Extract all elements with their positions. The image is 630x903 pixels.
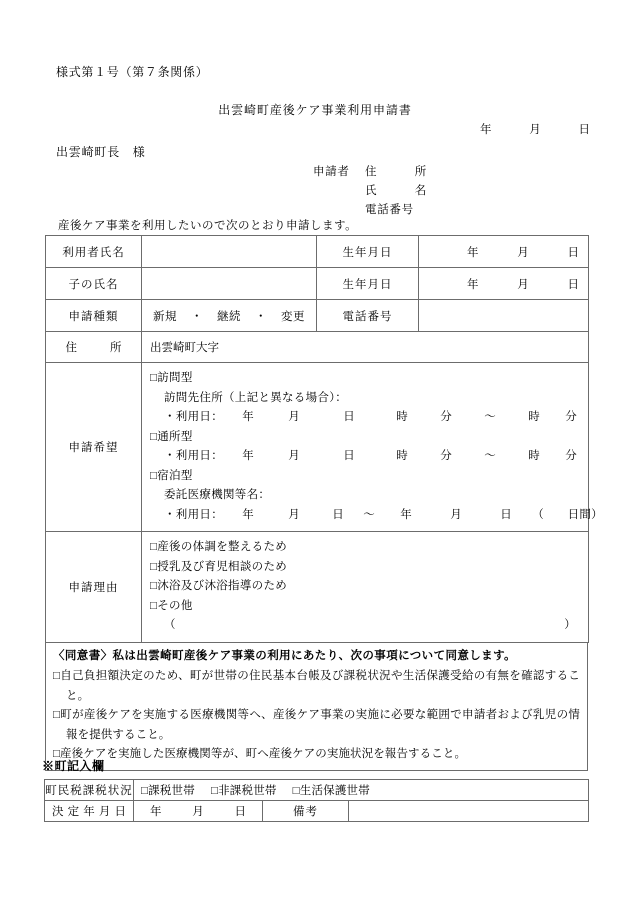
submission-year-label: 年	[480, 124, 492, 136]
consent-item-info-sharing[interactable]: □町が産後ケアを実施する医療機関等へ、産後ケア事業の実施に必要な範囲で申請者および乳児の情報を提供すること。	[53, 709, 580, 741]
kind-separator-1: ・	[191, 310, 203, 323]
kind-separator-2: ・	[255, 310, 267, 323]
submission-month-label: 月	[529, 124, 541, 136]
decision-month: 月	[192, 806, 204, 818]
wish-visiting-date-fields[interactable]	[226, 408, 586, 428]
user-birth-year: 年	[467, 246, 479, 259]
decision-day: 日	[234, 806, 246, 818]
consent-item-report[interactable]: □産後ケアを実施した医療機関等が、町へ産後ケアの実施状況を報告すること。	[53, 748, 467, 760]
reason-label: 申請理由	[46, 532, 142, 643]
addressee: 出雲崎町長 様	[56, 145, 146, 159]
user-birth-day: 日	[567, 246, 579, 259]
table-row-address	[46, 332, 589, 363]
office-use-label: ※町記入欄	[42, 759, 105, 773]
consent-item-tax-check[interactable]: □自己負担額決定のため、町が世帯の住民基本台帳及び課税状況や生活保護受給の有無を確認すること。	[53, 670, 580, 702]
decision-date-ymd	[150, 803, 246, 819]
daycare-hour-start: 時	[396, 450, 409, 462]
user-birth-month: 月	[517, 246, 529, 259]
kind-option-change[interactable]: 変更	[281, 310, 305, 323]
office-row-tax-status	[45, 780, 589, 801]
visiting-day: 日	[343, 411, 356, 423]
user-name-label: 利用者氏名	[46, 236, 142, 268]
reason-option-nursing[interactable]: □授乳及び育児相談のため	[150, 560, 288, 573]
wish-stay-title[interactable]: □宿泊型	[150, 469, 193, 482]
remarks-value[interactable]	[349, 801, 589, 822]
stay-nights-count: （ 日間）	[532, 508, 603, 521]
decision-date-label: 決 定 年 月 日	[45, 801, 134, 822]
wish-stay-date-label: ・利用日：	[164, 508, 223, 521]
decision-year: 年	[150, 806, 162, 818]
visiting-hour-start: 時	[396, 411, 409, 423]
table-row-reason	[46, 532, 589, 643]
address-label: 住 所	[46, 332, 142, 363]
reason-option-other[interactable]: □その他	[150, 599, 193, 612]
daycare-minute-end: 分	[565, 450, 578, 462]
wish-label: 申請希望	[46, 363, 142, 532]
reason-options	[142, 532, 589, 643]
remarks-label: 備考	[263, 801, 349, 822]
tax-status-label: 町民税課税状況	[45, 780, 134, 801]
wish-stay-date-line	[150, 506, 603, 526]
daycare-minute-start: 分	[440, 450, 453, 462]
wish-visiting-date-label: ・利用日：	[164, 411, 223, 423]
office-use-table	[44, 779, 589, 822]
visiting-hour-end: 時	[528, 411, 541, 423]
wish-visiting-destination[interactable]: 訪問先住所（上記と異なる場合）：	[164, 391, 348, 404]
form-number: 様式第１号（第７条関係）	[56, 65, 209, 79]
reason-paren-open: （	[164, 619, 176, 631]
consent-box	[45, 642, 588, 771]
tax-option-nontaxable[interactable]: □非課税世帯	[210, 785, 277, 797]
stay-year-end: 年	[400, 508, 413, 521]
stay-year-start: 年	[242, 508, 255, 521]
wish-block	[142, 363, 603, 531]
submission-day-label: 日	[578, 124, 590, 136]
child-name-label: 子の氏名	[46, 268, 142, 300]
reason-paren-close: ）	[564, 619, 576, 631]
applicant-label: 申請者	[313, 166, 350, 178]
applicant-address-label: 住 所	[365, 166, 427, 178]
table-row-child-name	[46, 268, 589, 300]
user-birth-ymd	[467, 244, 579, 260]
visiting-minute-start: 分	[440, 411, 453, 423]
child-name-value[interactable]	[142, 268, 317, 300]
intro-sentence: 産後ケア事業を利用したいので次のとおり申請します。	[58, 220, 358, 232]
stay-day-end: 日	[500, 508, 513, 521]
stay-month-end: 月	[450, 508, 463, 521]
wish-daycare-date-fields[interactable]	[226, 447, 586, 467]
daycare-day: 日	[343, 450, 356, 462]
tax-status-options	[134, 780, 589, 801]
daycare-range-tilde: 〜	[484, 450, 497, 462]
stay-range-tilde: 〜	[363, 508, 376, 521]
decision-date-value[interactable]	[134, 801, 263, 822]
office-row-decision-date	[45, 801, 589, 822]
child-birth-ymd	[467, 276, 579, 292]
wish-options	[142, 363, 603, 532]
tax-option-taxable[interactable]: □課税世帯	[141, 785, 195, 797]
table-row-wish	[46, 363, 589, 532]
wish-stay-date-fields[interactable]	[226, 506, 603, 526]
stay-day-start: 日	[332, 508, 345, 521]
visiting-minute-end: 分	[565, 411, 578, 423]
daycare-month: 月	[288, 450, 301, 462]
child-birth-year: 年	[467, 278, 479, 291]
applicant-name-row	[313, 182, 427, 201]
applicant-phone-label: 電話番号	[365, 204, 414, 216]
address-value[interactable]: 出雲崎町大字	[142, 332, 589, 363]
child-birth-label: 生年月日	[317, 268, 419, 300]
visiting-month: 月	[288, 411, 301, 423]
wish-stay-institution[interactable]: 委託医療機関等名：	[164, 489, 271, 501]
user-name-value[interactable]	[142, 236, 317, 268]
table-row-application-kind	[46, 300, 589, 332]
kind-option-continue[interactable]: 継続	[217, 310, 241, 323]
stay-month-start: 月	[288, 508, 301, 521]
wish-visiting-title[interactable]: □訪問型	[150, 372, 193, 384]
kind-option-new[interactable]: 新規	[153, 310, 177, 323]
reason-other-input[interactable]	[150, 616, 588, 636]
reason-block	[142, 532, 588, 642]
reason-option-bathing[interactable]: □沐浴及び沐浴指導のため	[150, 580, 288, 592]
application-main-table	[45, 235, 603, 643]
applicant-block	[313, 163, 427, 220]
phone-label: 電話番号	[317, 300, 419, 332]
table-row-user-name	[46, 236, 589, 268]
application-kind-options	[142, 300, 317, 332]
tax-status-choices	[134, 782, 588, 798]
child-birth-day: 日	[567, 278, 579, 291]
document-title: 出雲崎町産後ケア事業利用申請書	[218, 103, 412, 117]
daycare-year: 年	[242, 450, 255, 462]
wish-daycare-date-line	[150, 447, 588, 467]
wish-daycare-title[interactable]: □通所型	[150, 430, 193, 443]
child-birth-value[interactable]	[419, 268, 589, 300]
application-kind-label: 申請種類	[46, 300, 142, 332]
visiting-range-tilde: 〜	[484, 411, 497, 423]
applicant-address-row	[313, 163, 427, 182]
visiting-year: 年	[242, 411, 255, 423]
wish-visiting-date-line	[150, 408, 588, 428]
applicant-name-label: 氏 名	[365, 185, 427, 197]
daycare-hour-end: 時	[528, 450, 541, 462]
child-birth-month: 月	[517, 278, 529, 291]
submission-date-line	[480, 121, 590, 137]
tax-option-welfare[interactable]: □生活保護世帯	[292, 785, 370, 797]
consent-heading: 〈同意書〉私は出雲崎町産後ケア事業の利用にあたり、次の事項について同意します。	[53, 650, 516, 662]
user-birth-label: 生年月日	[317, 236, 419, 268]
user-birth-value[interactable]	[419, 236, 589, 268]
reason-option-recovery[interactable]: □産後の体調を整えるため	[150, 541, 288, 553]
phone-value[interactable]	[419, 300, 589, 332]
wish-daycare-date-label: ・利用日：	[164, 450, 223, 462]
application-kind-choices	[142, 308, 316, 324]
